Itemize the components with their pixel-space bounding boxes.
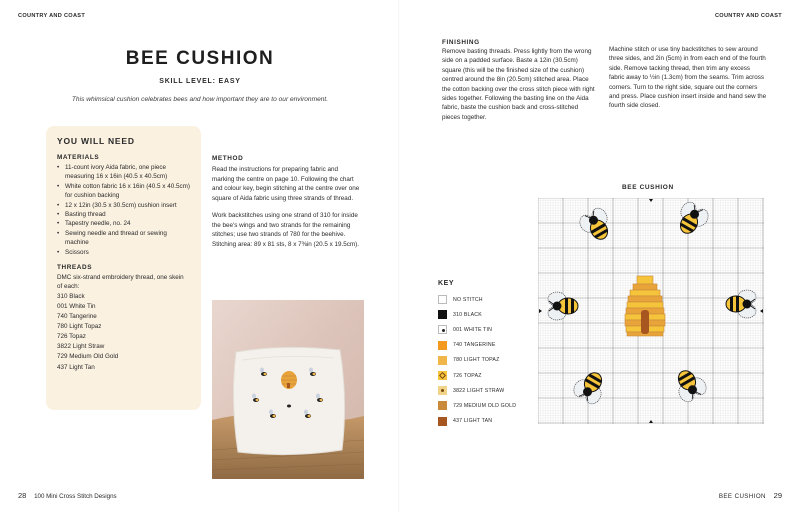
list-item: 726 Topaz	[57, 333, 86, 341]
key-label: 740 TANGERINE	[453, 342, 496, 349]
page-number: 28	[18, 491, 27, 500]
right-page	[400, 0, 800, 512]
solid-swatch-icon	[438, 417, 447, 426]
key-row	[438, 398, 538, 413]
photo-beehive-icon	[281, 371, 297, 389]
materials-list	[57, 163, 190, 257]
key-label: NO STITCH	[453, 296, 483, 303]
solid-swatch-icon	[438, 310, 447, 319]
list-item: 001 White Tin	[57, 302, 96, 310]
dot-swatch-icon	[438, 386, 447, 395]
key-label: 001 WHITE TIN	[453, 326, 493, 333]
key-label: 729 MEDIUM OLD GOLD	[453, 402, 517, 409]
list-item: 310 Black	[57, 292, 85, 300]
key-row	[438, 338, 538, 353]
key-label: 780 LIGHT TOPAZ	[453, 357, 500, 364]
finishing-column-2	[609, 45, 767, 111]
key-heading: KEY	[438, 280, 455, 287]
footer-right	[719, 491, 782, 500]
finishing-heading: FINISHING	[442, 39, 480, 46]
list-item: • 11-count ivory Aida fabric, one piece measuring 16 x 16in (40.5 x 40.5cm)	[57, 163, 190, 182]
list-item: 740 Tangerine	[57, 313, 97, 321]
method-paragraph: Work backstitches using one strand of 310 for inside the bee's wings and two strands for the remaining stitches; use two strands of 780 for the beehive. Stitching area: 89 x 81 sts, 8 x 7⅜in (20.5 x 19.5cm).	[212, 212, 360, 248]
page-number: 29	[773, 491, 782, 500]
list-item: • Sewing needle and thread or sewing machine	[57, 229, 190, 248]
solid-swatch-icon	[438, 341, 447, 350]
section-tag: COUNTRY AND COAST	[18, 13, 86, 19]
list-item: • Tapestry needle, no. 24	[57, 219, 190, 228]
you-will-need-box	[46, 126, 201, 410]
list-item: • 12 x 12in (30.5 x 30.5cm) cushion insert	[57, 201, 190, 210]
cushion-photo	[212, 300, 364, 479]
colour-key	[438, 280, 538, 429]
you-will-need-heading: YOU WILL NEED	[57, 136, 135, 146]
page-title: BEE CUSHION	[125, 48, 275, 69]
method-heading: METHOD	[212, 155, 244, 162]
empty-swatch-icon	[438, 295, 447, 304]
threads-intro: DMC six-strand embroidery thread, one skein of each:	[57, 274, 184, 291]
threads-list	[57, 292, 190, 373]
key-row	[438, 307, 538, 322]
chart-title: BEE CUSHION	[622, 184, 674, 191]
dot-swatch-icon	[438, 325, 447, 334]
key-row	[438, 353, 538, 368]
cross-stitch-chart	[538, 198, 764, 424]
key-label: 310 BLACK	[453, 311, 482, 318]
list-item: 729 Medium Old Gold	[57, 353, 119, 361]
key-row	[438, 292, 538, 307]
footer-section: BEE CUSHION	[718, 493, 766, 500]
list-item: 3822 Light Straw	[57, 343, 105, 351]
key-row	[438, 414, 538, 429]
list-item: 780 Light Topaz	[57, 323, 102, 331]
intro-text: This whimsical cushion celebrates bees and how important they are to our environment.	[71, 96, 329, 103]
key-label: 726 TOPAZ	[453, 372, 482, 379]
solid-swatch-icon	[438, 401, 447, 410]
book-title: 100 Mini Cross Stitch Designs	[34, 493, 117, 500]
key-row	[438, 322, 538, 337]
footer-left	[18, 491, 117, 500]
solid-swatch-icon	[438, 356, 447, 365]
threads-heading: THREADS	[57, 264, 93, 272]
materials-heading: MATERIALS	[57, 154, 100, 161]
key-row	[438, 368, 538, 383]
method-paragraph: Read the instructions for preparing fabric and marking the centre on page 10. Following the chart and colour key, begin stitching at the centre over one square of Aida fabric using three strands of thread.	[212, 166, 360, 202]
key-label: 437 LIGHT TAN	[453, 418, 493, 425]
key-label: 3822 LIGHT STRAW	[453, 387, 505, 394]
section-tag: COUNTRY AND COAST	[714, 13, 782, 19]
method-section	[212, 152, 362, 257]
list-item: • Scissors	[57, 248, 190, 257]
finishing-paragraph: Remove basting threads. Press lightly from the wrong side on a padded surface. Baste a 12in (30.5cm) square (this will be the finished size of the cushion) centred around the 8in (20.5cm) stitched area. Place the cotton backing over the cross stitch piece with right sides together. Following the basting line on the Aida fabric, baste the cushion back and cross-stitched pieces together.	[442, 48, 595, 121]
finishing-paragraph: Machine stitch or use tiny backstitches to sew around three sides, and 2in (5cm) in from each end of the fourth side. Remove tacking thread, then trim any excess fabric away to ½in (1.3cm) from the seams. Trim across corners. Turn to the right side, square out the corners and press. Place cushion insert inside and hand sew the fourth side closed.	[609, 46, 767, 110]
finishing-column-1	[442, 36, 597, 122]
list-item: • Basting thread	[57, 210, 190, 219]
diamond-swatch-icon	[438, 371, 447, 380]
list-item: • White cotton fabric 16 x 16in (40.5 x 40.5cm) for cushion backing	[57, 182, 190, 201]
key-row	[438, 383, 538, 398]
list-item: 437 Light Tan	[57, 363, 95, 371]
skill-level: SKILL LEVEL: EASY	[159, 78, 241, 85]
